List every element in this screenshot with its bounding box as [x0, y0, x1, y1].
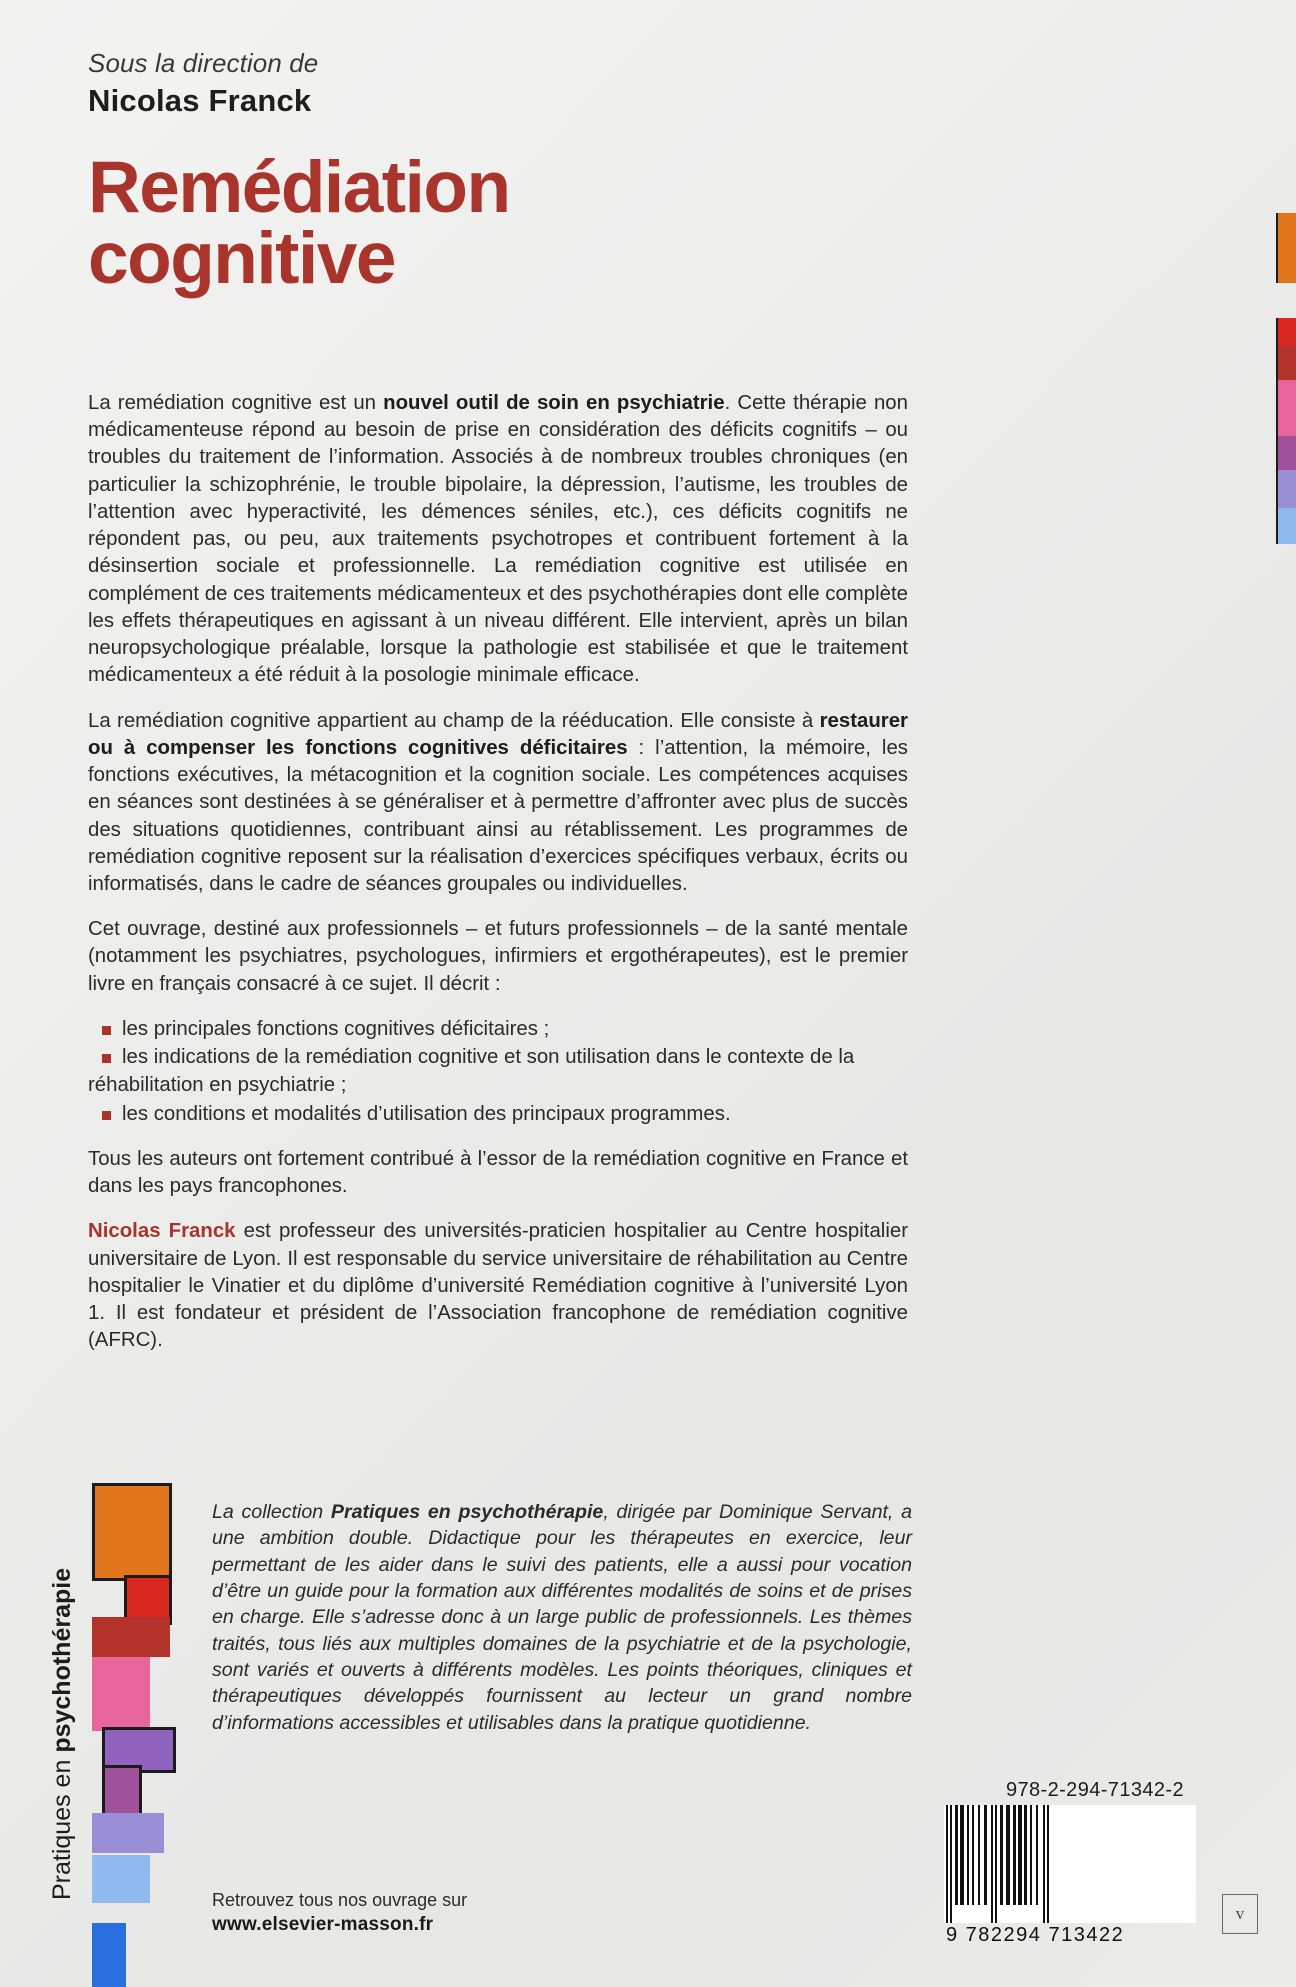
- back-cover-copy: [88, 390, 908, 1355]
- isbn-text: 978-2-294-71342-2: [1005, 1779, 1184, 1801]
- barcode-bars: [944, 1805, 1196, 1923]
- paragraph-2: [88, 708, 908, 899]
- logo-block-0: [92, 1483, 172, 1581]
- publisher-url[interactable]: www.elsevier-masson.fr: [212, 1914, 434, 1936]
- logo-block-3: [92, 1657, 150, 1731]
- logo-block-5: [102, 1765, 142, 1817]
- paragraph-1: [88, 390, 908, 690]
- title-line-2: cognitive: [88, 217, 395, 299]
- paragraph-4: Tous les auteurs ont fortement contribué à l’essor de la remédiation cognitive en France et dans les pays francophones.: [88, 1147, 908, 1198]
- list-item: les indications de la remédiation cognitive et son utilisation dans le contexte de la: [88, 1044, 908, 1071]
- footer-tagline: Retrouvez tous nos ouvrage sur: [212, 1890, 468, 1910]
- p1-highlight: nouvel outil de soin en psychiatrie: [383, 392, 725, 414]
- edge-color-strips: [1278, 0, 1296, 1987]
- collection-name: Pratiques en psychothérapie: [330, 1501, 604, 1523]
- edge-strip-6: [1276, 508, 1296, 544]
- p1-part-b: . Cette thérapie non médicamenteuse répond au besoin de prise en considération des déficits cognitifs – ou troubles du traitement de l’information. Associés à de nombreux troubles chroniques (en particulier la schizophrénie, le trouble bipolaire, la dépression, l’autisme, les troubles de l’attention avec hyperactivité, les démences séniles, etc.), ces déficits cognitifs ne répondent pas, ou peu, aux traitements psychotropes et contribuent fortement à la désinsertion sociale et professionnelle. La remédiation cognitive est utilisée en complément de ces traitements médicamenteux et des psychothérapies dont elle complète les effets thérapeutiques en agissant à un niveau différent. Elle intervient, après un bilan neuropsychologique préalable, lorsque la pathologie est stabilisée et que le traitement médicamenteux a été réduit à la posologie minimale efficace.: [88, 392, 908, 687]
- edge-strip-5: [1276, 470, 1296, 508]
- logo-block-6: [92, 1813, 164, 1853]
- p2-highlight: restaurer ou à compenser les fonctions cognitives déficitaires: [88, 709, 908, 759]
- author-bio: [88, 1218, 908, 1354]
- author-bio-text: est professeur des universités-praticien hospitalier au Centre hospitalier universitaire de Lyon. Il est responsable du service universitaire de réhabilitation au Centre hospitalier le Vinatier et du diplôme d’université Remédiation cognitive à l’université Lyon 1. Il est fondateur et président de l’Association francophone de remédiation cognitive (AFRC).: [88, 1220, 908, 1352]
- feature-list: [88, 1016, 908, 1128]
- title-line-1: Remédiation: [88, 147, 510, 228]
- logo-block-7: [92, 1855, 150, 1903]
- edge-strip-2: [1276, 346, 1296, 380]
- collection-spine-label: [48, 1480, 77, 1900]
- list-item: les conditions et modalités d’utilisation des principaux programmes.: [88, 1101, 908, 1128]
- edge-strip-4: [1276, 436, 1296, 470]
- publisher-footer: [212, 1888, 467, 1938]
- publisher-mark-glyph: v: [1235, 1904, 1245, 1923]
- page-title: [88, 147, 928, 299]
- cover-header: [88, 48, 928, 299]
- spine-bold: psychothérapie: [48, 1567, 76, 1753]
- p2-part-a: La remédiation cognitive appartient au champ de la rééducation. Elle consiste à: [88, 709, 820, 732]
- collection-description: [212, 1499, 912, 1736]
- direction-line: Sous la direction de: [88, 48, 319, 78]
- collection-part-a: La collection: [212, 1501, 331, 1523]
- publisher-mark: [1222, 1894, 1258, 1934]
- edge-strip-3: [1276, 380, 1296, 436]
- collection-logo-blocks: [92, 1483, 202, 1987]
- edge-strip-1: [1276, 318, 1296, 346]
- list-item: les principales fonctions cognitives déficitaires ;: [88, 1016, 908, 1043]
- edge-strip-0: [1276, 213, 1296, 283]
- list-item-continuation: réhabilitation en psychiatrie ;: [88, 1074, 347, 1097]
- paragraph-3: Cet ouvrage, destiné aux professionnels – et futurs professionnels – de la santé mentale (notamment les psychiatres, psychologues, infirmiers et ergothérapeutes), est le premier livre en français consacré à ce sujet. Il décrit :: [88, 918, 908, 995]
- p1-part-a: La remédiation cognitive est un: [88, 392, 384, 414]
- collection-part-b: , dirigée par Dominique Servant, a une ambition double. Didactique pour les thérapeutes en exercice, leur permettant de les aider dans le suivi des patients, elle a aussi pour vocation d’être un guide pour la formation aux différentes modalités de soins et de prises en charge. Elle s’adresse donc à un large public de professionnels. Les thèmes traités, tous liés aux multiples domaines de la psychiatrie et de la psychologie, sont variés et ouverts à différents modèles. Les points théoriques, cliniques et thérapeutiques développés fournissent au lecteur un grand nombre d’informations accessibles et utilisables dans la pratique quotidienne.: [212, 1501, 912, 1734]
- author-bio-name: Nicolas Franck: [88, 1220, 236, 1243]
- p2-part-b: : l’attention, la mémoire, les fonctions exécutives, la métacognition et la cognition sociale. Les compétences acquises en séances sont destinées à se généraliser et à permettre d’affronter avec plus de succès des situations quotidiennes, contribuant ainsi au rétablissement. Les programmes de remédiation cognitive reposent sur la réalisation d’exercices spécifiques verbaux, écrits ou informatisés, dans le cadre de séances groupales ou individuelles.: [88, 736, 908, 895]
- spine-prefix: Pratiques en: [48, 1752, 76, 1900]
- author-name: Nicolas Franck: [88, 83, 312, 118]
- barcode-digits: 9 782294 713422: [946, 1924, 1125, 1946]
- logo-block-8: [92, 1923, 126, 1987]
- barcode: [944, 1805, 1196, 1947]
- logo-block-2: [92, 1617, 170, 1657]
